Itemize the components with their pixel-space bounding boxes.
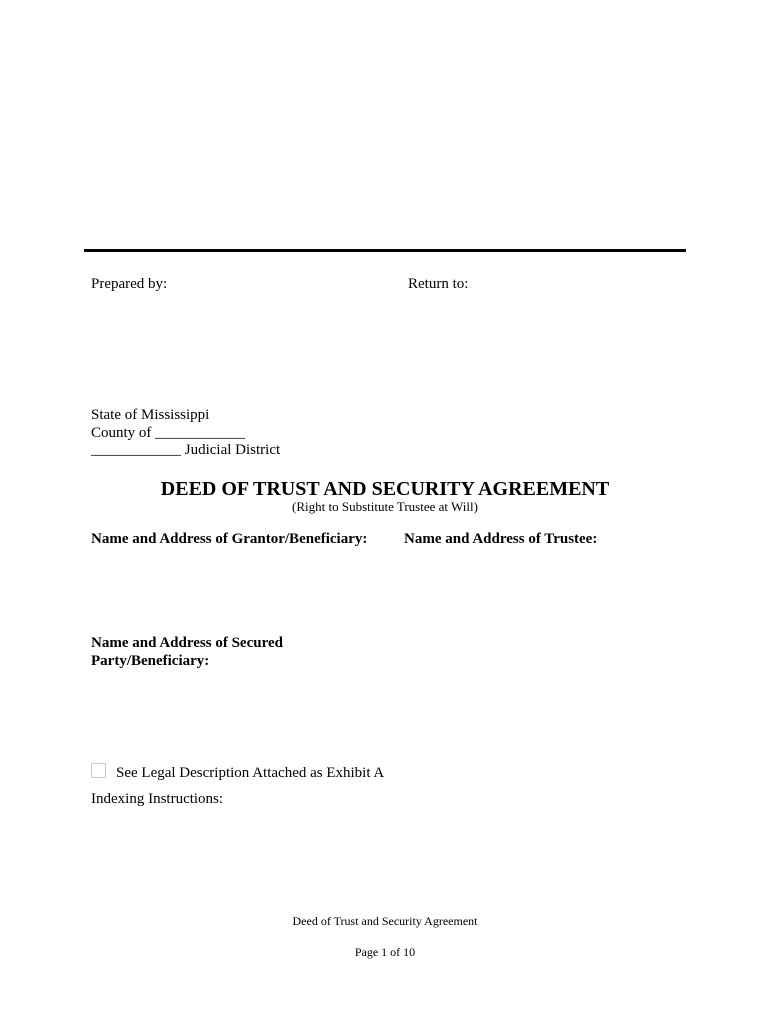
secured-party-label-line1: Name and Address of Secured	[91, 635, 283, 651]
legal-description-label: See Legal Description Attached as Exhibit A	[116, 765, 385, 781]
grantor-label: Name and Address of Grantor/Beneficiary:	[91, 531, 368, 547]
return-to-label: Return to:	[408, 276, 469, 292]
legal-description-checkbox[interactable]	[91, 763, 106, 778]
county-line: County of ____________	[91, 425, 246, 441]
prepared-by-label: Prepared by:	[91, 276, 168, 292]
footer-document-name: Deed of Trust and Security Agreement	[292, 914, 478, 928]
judicial-district-line: ____________ Judicial District	[91, 442, 281, 458]
document-title: DEED OF TRUST AND SECURITY AGREEMENT	[160, 478, 610, 500]
document-subtitle: (Right to Substitute Trustee at Will)	[292, 499, 478, 514]
indexing-instructions-label: Indexing Instructions:	[91, 791, 224, 807]
secured-party-label-line2: Party/Beneficiary:	[91, 653, 210, 669]
footer-page-number: Page 1 of 10	[354, 945, 416, 959]
state-line: State of Mississippi	[91, 407, 210, 423]
trustee-label: Name and Address of Trustee:	[404, 531, 598, 547]
header-rule	[84, 249, 686, 252]
